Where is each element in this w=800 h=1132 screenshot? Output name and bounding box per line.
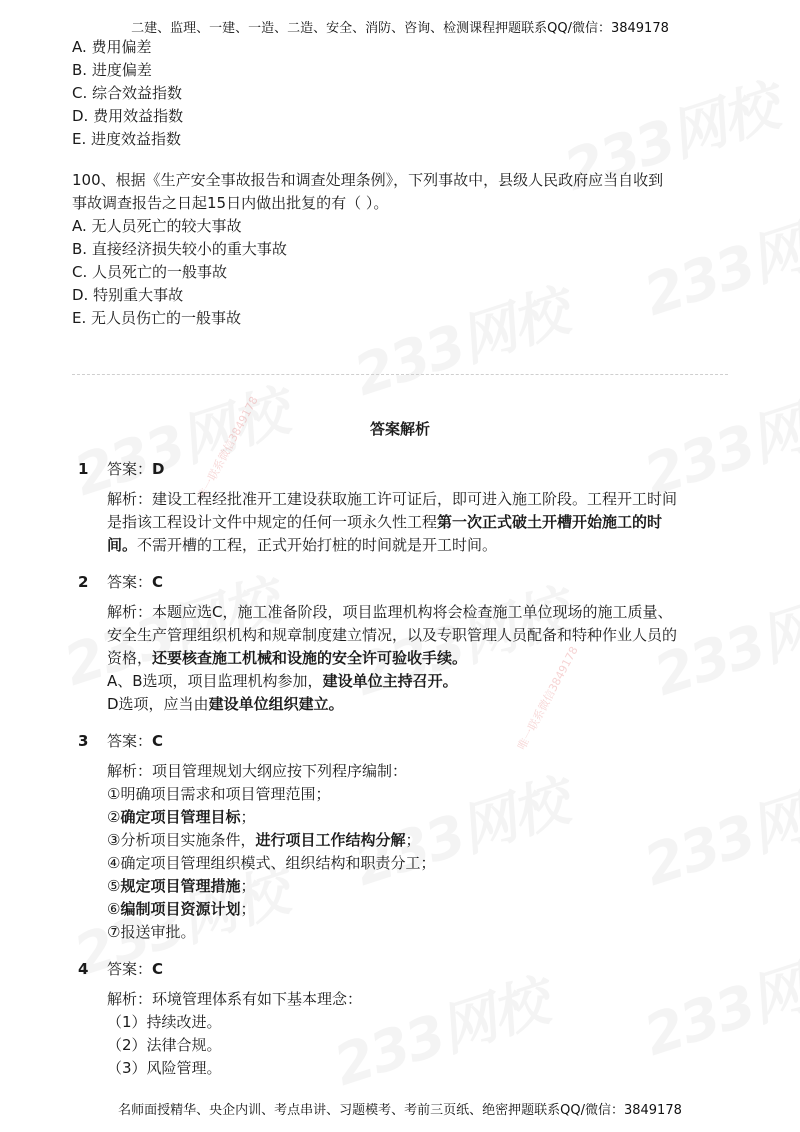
explanation-emphasis: 规定项目管理措施 bbox=[120, 877, 241, 895]
explanation-emphasis: 建设单位组织建立。 bbox=[208, 695, 344, 713]
explanation-line bbox=[107, 852, 738, 875]
explanation-text: ； bbox=[240, 877, 256, 895]
page-header: 二建、监理、一建、一造、二造、安全、消防、咨询、检测课程押题联系QQ/微信：3849178 bbox=[131, 21, 669, 36]
answer-label: 答案： bbox=[107, 732, 153, 750]
explanation-line bbox=[107, 988, 738, 1011]
explanation-line bbox=[107, 693, 738, 716]
explanation-emphasis: 编制项目资源计划 bbox=[120, 900, 241, 918]
explanation-text: ⑥ bbox=[107, 900, 121, 918]
answer-explanation bbox=[107, 988, 738, 1080]
answer-list bbox=[78, 458, 738, 1092]
explanation-text: ； bbox=[240, 900, 256, 918]
explanation-line bbox=[107, 534, 738, 557]
q100-stem-line: 100、根据《生产安全事故报告和调查处理条例》，下列事故中，县级人民政府应当自收到 bbox=[72, 171, 664, 189]
explanation-text: 资格， bbox=[107, 649, 153, 667]
explanation-line bbox=[107, 806, 738, 829]
q100-option: A. 无人员死亡的较大事故 bbox=[72, 217, 242, 235]
explanation-text: （2）法律合规。 bbox=[107, 1036, 222, 1054]
answer-block bbox=[78, 458, 738, 557]
explanation-line bbox=[107, 601, 738, 624]
watermark-stamp: 唯一联系微信3849178 bbox=[195, 394, 261, 503]
answer-number: 2 bbox=[78, 573, 89, 591]
explanation-text: A、B选项，项目监理机构参加， bbox=[107, 672, 323, 690]
explanation-line bbox=[107, 511, 738, 534]
explanation-text: ④确定项目管理组织模式、组织结构和职责分工； bbox=[107, 854, 436, 872]
page-footer: 名师面授精华、央企内训、考点串讲、习题模考、考前三页纸、绝密押题联系QQ/微信：3849178 bbox=[118, 1103, 682, 1118]
q100-option: D. 特别重大事故 bbox=[72, 286, 184, 304]
explanation-line bbox=[107, 760, 738, 783]
explanation-text: 解析：项目管理规划大纲应按下列程序编制： bbox=[107, 762, 408, 780]
explanation-text: ； bbox=[240, 808, 256, 826]
answer-letter: C bbox=[152, 573, 164, 591]
question-area bbox=[72, 36, 732, 330]
explanation-line bbox=[107, 1011, 738, 1034]
explanation-text: （3）风险管理。 bbox=[107, 1059, 222, 1077]
q100-option: C. 人员死亡的一般事故 bbox=[72, 263, 228, 281]
explanation-text: 解析：环境管理体系有如下基本理念： bbox=[107, 990, 363, 1008]
explanation-text: ①明确项目需求和项目管理范围； bbox=[107, 785, 331, 803]
answer-label: 答案： bbox=[107, 960, 153, 978]
explanation-text: ⑦报送审批。 bbox=[107, 923, 196, 941]
explanation-text: 安全生产管理组织机构和规章制度建立情况，以及专职管理人员配备和特种作业人员的 bbox=[107, 626, 678, 644]
answer-explanation bbox=[107, 601, 738, 716]
q99-option: C. 综合效益指数 bbox=[72, 84, 183, 102]
explanation-emphasis: 第一次正式破土开槽开始施工的时 bbox=[437, 513, 663, 531]
explanation-emphasis: 进行项目工作结构分解 bbox=[255, 831, 406, 849]
explanation-text: ； bbox=[405, 831, 421, 849]
explanation-text: ③分析项目实施条件， bbox=[107, 831, 256, 849]
explanation-line bbox=[107, 488, 738, 511]
explanation-text: ⑤ bbox=[107, 877, 121, 895]
explanation-text: 解析：本题应选C，施工准备阶段，项目监理机构将会检查施工单位现场的施工质量、 bbox=[107, 603, 673, 621]
answer-block bbox=[78, 571, 738, 716]
answer-letter: D bbox=[152, 460, 165, 478]
answer-block bbox=[78, 958, 738, 1080]
watermark-stamp: 唯一联系微信3849178 bbox=[515, 644, 581, 753]
explanation-line bbox=[107, 647, 738, 670]
explanation-text: 是指该工程设计文件中规定的任何一项永久性工程 bbox=[107, 513, 438, 531]
explanation-text: 不需开槽的工程，正式开始打桩的时间就是开工时间。 bbox=[137, 536, 498, 554]
answer-number: 3 bbox=[78, 732, 89, 750]
q99-option: E. 进度效益指数 bbox=[72, 130, 182, 148]
explanation-emphasis: 间。 bbox=[107, 536, 138, 554]
q100-option: B. 直接经济损失较小的重大事故 bbox=[72, 240, 287, 258]
answer-header bbox=[78, 730, 738, 752]
explanation-text: 解析：建设工程经批准开工建设获取施工许可证后，即可进入施工阶段。工程开工时间 bbox=[107, 490, 678, 508]
q100-stem bbox=[72, 169, 732, 215]
answer-explanation bbox=[107, 760, 738, 944]
explanation-line bbox=[107, 898, 738, 921]
answer-label: 答案： bbox=[107, 573, 153, 591]
explanation-text: ② bbox=[107, 808, 121, 826]
answer-explanation bbox=[107, 488, 738, 557]
q100-stem-line: 事故调查报告之日起15日内做出批复的有（ ）。 bbox=[72, 194, 389, 212]
explanation-line bbox=[107, 1057, 738, 1080]
section-divider bbox=[72, 374, 728, 375]
answer-letter: C bbox=[152, 960, 164, 978]
answer-header bbox=[78, 958, 738, 980]
explanation-line bbox=[107, 783, 738, 806]
answer-block bbox=[78, 730, 738, 944]
explanation-line bbox=[107, 624, 738, 647]
answer-header bbox=[78, 571, 738, 593]
answer-letter: C bbox=[152, 732, 164, 750]
explanation-line bbox=[107, 1034, 738, 1057]
explanation-line bbox=[107, 670, 738, 693]
explanation-emphasis: 建设单位主持召开。 bbox=[322, 672, 458, 690]
explanation-line bbox=[107, 875, 738, 898]
section-title: 答案解析 bbox=[369, 420, 430, 438]
answer-label: 答案： bbox=[107, 460, 153, 478]
q99-option: B. 进度偏差 bbox=[72, 61, 152, 79]
explanation-line bbox=[107, 921, 738, 944]
answer-header bbox=[78, 458, 738, 480]
explanation-text: （1）持续改进。 bbox=[107, 1013, 222, 1031]
q100-option: E. 无人员伤亡的一般事故 bbox=[72, 309, 242, 327]
explanation-text: D选项，应当由 bbox=[107, 695, 209, 713]
explanation-emphasis: 还要核查施工机械和设施的安全许可验收手续。 bbox=[152, 649, 468, 667]
explanation-line bbox=[107, 829, 738, 852]
answer-number: 1 bbox=[78, 460, 89, 478]
explanation-emphasis: 确定项目管理目标 bbox=[120, 808, 241, 826]
q99-option: A. 费用偏差 bbox=[72, 38, 152, 56]
answer-number: 4 bbox=[78, 960, 89, 978]
q99-option: D. 费用效益指数 bbox=[72, 107, 184, 125]
